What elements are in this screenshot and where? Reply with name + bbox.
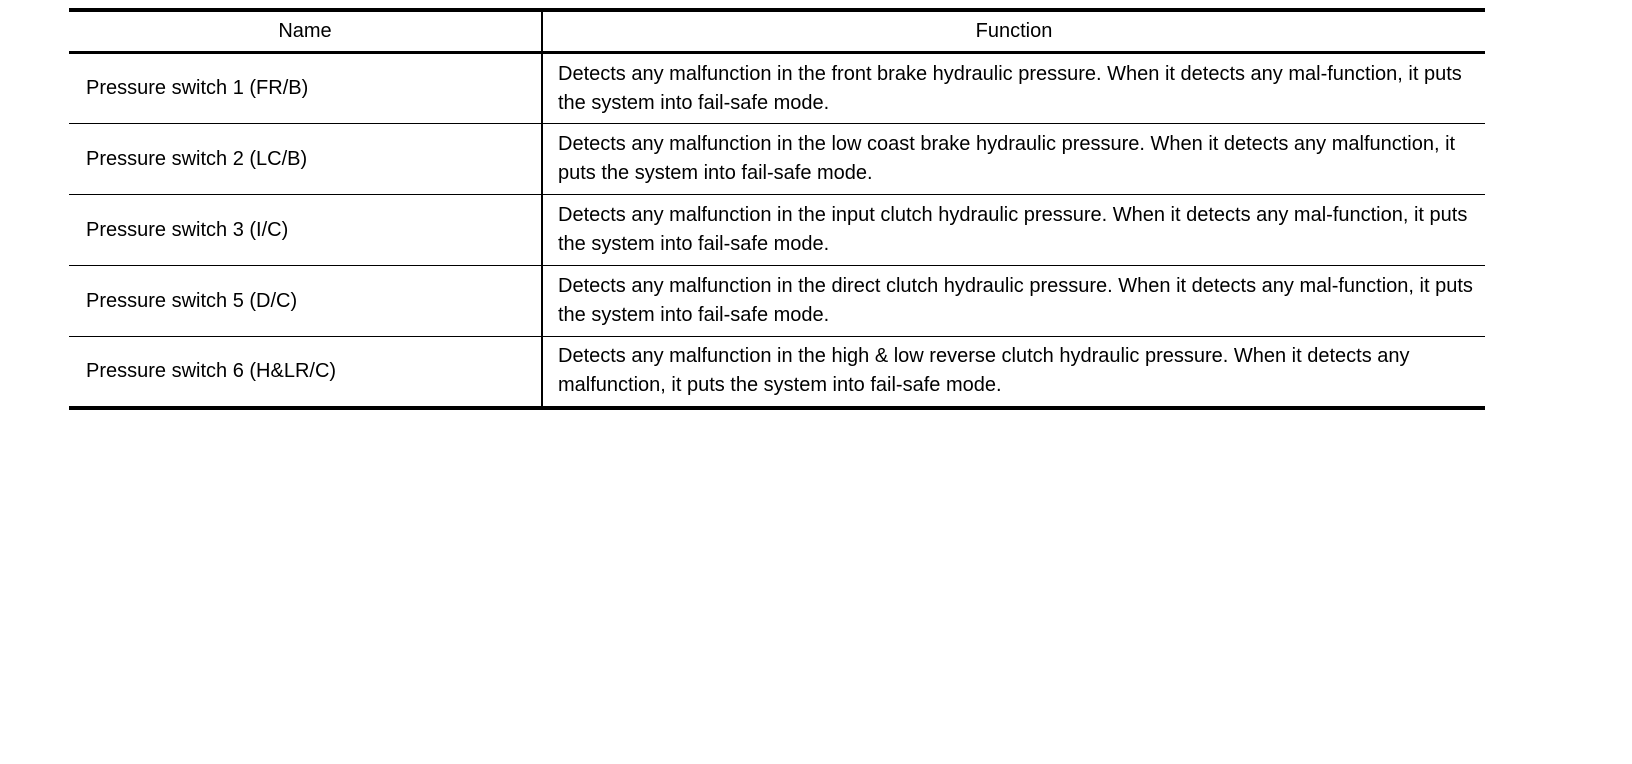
switch-function-text: Detects any malfunction in the front brake hydraulic pressure. When it detects any mal-function, it puts the system into fail-safe mode.	[558, 62, 1462, 114]
column-header-name: Name	[69, 10, 542, 53]
switch-function-cell	[542, 337, 1485, 408]
table-body	[69, 53, 1485, 408]
switch-name-cell: Pressure switch 5 (D/C)	[69, 266, 542, 337]
table-header	[69, 10, 1485, 53]
table-row	[69, 53, 1485, 124]
switch-function-text: Detects any malfunction in the high & low reverse clutch hydraulic pressure. When it detects any malfunction, it puts the system into fail-safe mode.	[558, 345, 1410, 397]
table-row	[69, 337, 1485, 408]
switch-function-cell	[542, 53, 1485, 124]
switch-name-cell: Pressure switch 1 (FR/B)	[69, 53, 542, 124]
pressure-switch-table	[69, 8, 1485, 410]
switch-function-cell	[542, 124, 1485, 195]
switch-function-cell	[542, 195, 1485, 266]
table-row	[69, 124, 1485, 195]
switch-function-cell	[542, 266, 1485, 337]
switch-function-text: Detects any malfunction in the input clutch hydraulic pressure. When it detects any mal-function, it puts the system into fail-safe mode.	[558, 204, 1468, 255]
switch-name-cell: Pressure switch 6 (H&LR/C)	[69, 337, 542, 408]
header-row	[69, 10, 1485, 53]
switch-function-text: Detects any malfunction in the low coast brake hydraulic pressure. When it detects any malfunction, it puts the system into fail-safe mode.	[558, 133, 1456, 184]
column-header-function: Function	[542, 10, 1485, 53]
switch-name-cell: Pressure switch 2 (LC/B)	[69, 124, 542, 195]
switch-function-text: Detects any malfunction in the direct clutch hydraulic pressure. When it detects any mal-function, it puts the system into fail-safe mode.	[558, 275, 1473, 326]
table-row	[69, 195, 1485, 266]
table-row	[69, 266, 1485, 337]
switch-name-cell: Pressure switch 3 (I/C)	[69, 195, 542, 266]
